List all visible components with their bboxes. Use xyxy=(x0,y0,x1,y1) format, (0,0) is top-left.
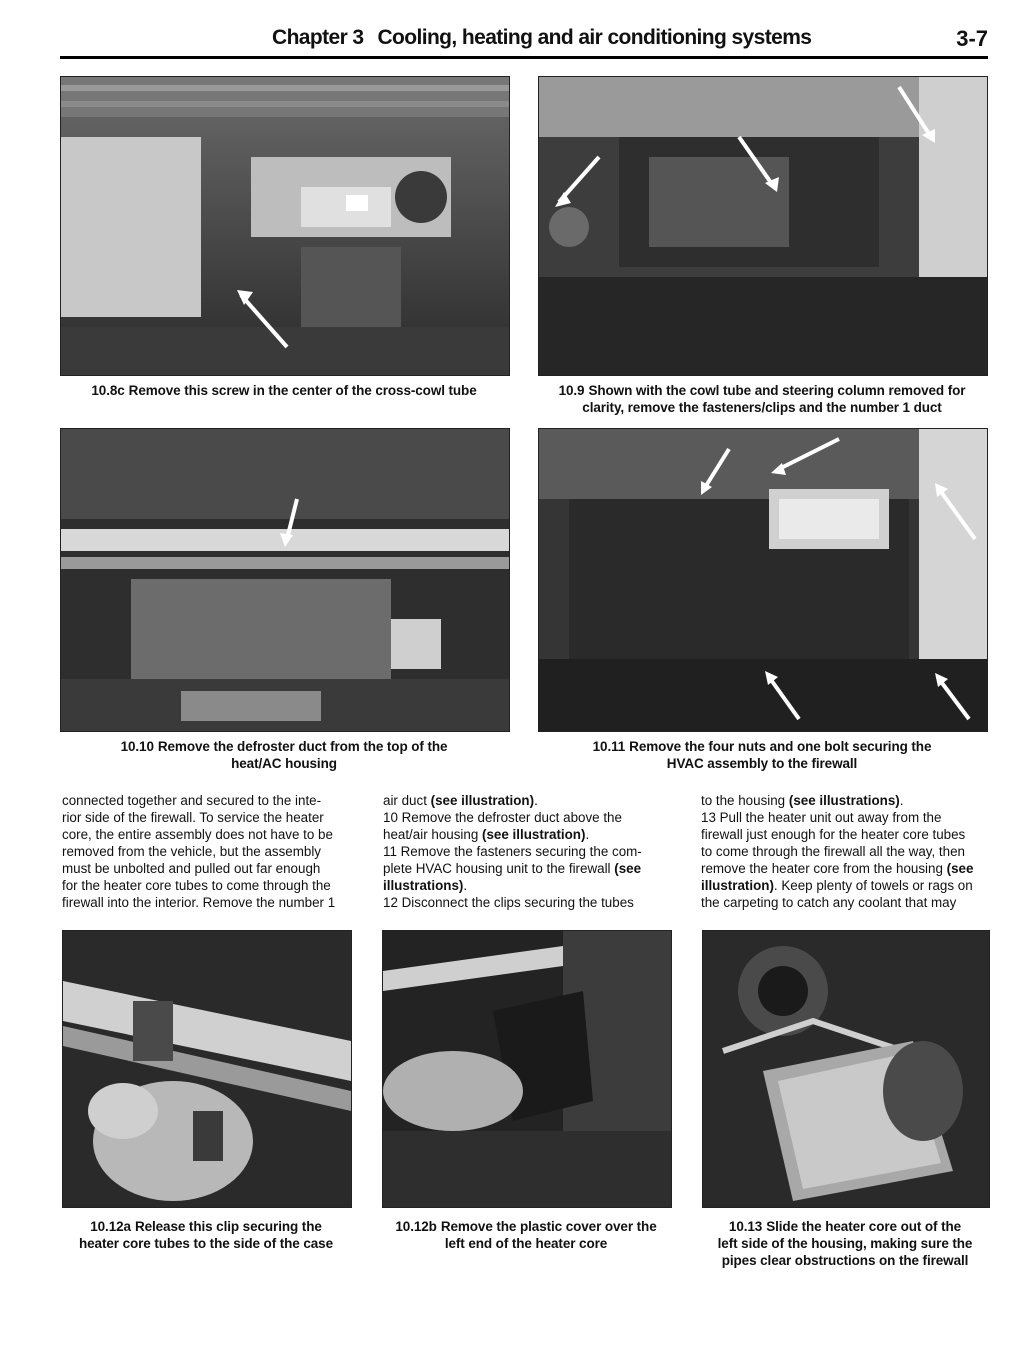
see-illustration-ref: illustration) xyxy=(701,878,774,893)
caption-text: left side of the housing, making sure the xyxy=(717,1236,973,1251)
caption-text: Remove the plastic cover over the xyxy=(440,1219,657,1234)
body-line: must be unbolted and pulled out far enough xyxy=(62,861,321,876)
photo-10-12b xyxy=(382,930,672,1208)
photo-10-10 xyxy=(60,428,510,732)
body-line: 11 Remove the fasteners securing the com- xyxy=(383,844,642,859)
caption-10-12b xyxy=(376,1218,676,1252)
body-line: connected together and secured to the inte- xyxy=(62,793,322,808)
figure-number: 10.12a xyxy=(90,1219,131,1234)
body-column-2 xyxy=(383,792,675,911)
photo-10-12a xyxy=(62,930,352,1208)
body-line: plete HVAC housing unit to the firewall (see xyxy=(383,861,642,876)
photo-10-13 xyxy=(702,930,990,1208)
body-column-3 xyxy=(701,792,993,911)
figure-number: 10.11 xyxy=(592,739,626,754)
see-illustration-ref: (see illustrations) xyxy=(788,793,900,808)
caption-text: left end of the heater core xyxy=(444,1236,608,1251)
caption-text: pipes clear obstructions on the firewall xyxy=(721,1253,969,1268)
caption-10-10 xyxy=(60,738,508,772)
photo-10-11 xyxy=(538,428,988,732)
body-line: illustrations). xyxy=(383,878,468,893)
figure-number: 10.13 xyxy=(728,1219,763,1234)
body-line: the carpeting to catch any coolant that may xyxy=(701,895,957,910)
caption-text: Shown with the cowl tube and steering column removed for xyxy=(588,383,966,398)
body-line: heat/air housing (see illustration). xyxy=(383,827,590,842)
figure-number: 10.8c xyxy=(91,383,125,398)
caption-10-9 xyxy=(538,382,986,416)
caption-text: heater core tubes to the side of the case xyxy=(79,1236,333,1251)
body-line: remove the heater core from the housing (see xyxy=(701,861,974,876)
body-line: to the housing (see illustrations). xyxy=(701,793,904,808)
caption-text: Slide the heater core out of the xyxy=(766,1219,962,1234)
caption-10-12a xyxy=(56,1218,356,1252)
body-column-1 xyxy=(62,792,352,911)
body-line: firewall just enough for the heater core tubes xyxy=(701,827,966,842)
body-line: 10 Remove the defroster duct above the xyxy=(383,810,622,825)
caption-text: Release this clip securing the xyxy=(134,1219,322,1234)
body-line: removed from the vehicle, but the assembly xyxy=(62,844,322,859)
body-line: 12 Disconnect the clips securing the tubes xyxy=(383,895,634,910)
caption-text: heat/AC housing xyxy=(231,756,337,771)
page-number: 3-7 xyxy=(956,26,988,51)
caption-10-11 xyxy=(538,738,986,772)
caption-text: clarity, remove the fasteners/clips and the number 1 duct xyxy=(582,400,942,415)
chapter-label: Chapter 3 xyxy=(272,26,364,49)
body-line: firewall into the interior. Remove the number 1 xyxy=(62,895,336,910)
see-illustration-ref: illustrations) xyxy=(383,878,464,893)
page-header xyxy=(60,22,988,56)
figure-number: 10.10 xyxy=(120,739,154,754)
figure-number: 10.12b xyxy=(395,1219,437,1234)
body-line: core, the entire assembly does not have to be xyxy=(62,827,333,842)
body-line: for the heater core tubes to come through the xyxy=(62,878,331,893)
body-line: to come through the firewall all the way, then xyxy=(701,844,965,859)
see-illustration-ref: (see xyxy=(946,861,974,876)
body-line: illustration). Keep plenty of towels or rags on xyxy=(701,878,973,893)
caption-text: Remove the defroster duct from the top of the xyxy=(157,739,448,754)
see-illustration-ref: (see xyxy=(614,861,642,876)
see-illustration-ref: (see illustration) xyxy=(482,827,586,842)
caption-10-13 xyxy=(696,1218,994,1269)
photo-10-8c xyxy=(60,76,510,376)
caption-10-8c xyxy=(60,382,508,399)
body-line: 13 Pull the heater unit out away from the xyxy=(701,810,942,825)
see-illustration-ref: (see illustration) xyxy=(430,793,535,808)
figure-number: 10.9 xyxy=(558,383,585,398)
section-title: Cooling, heating and air conditioning systems xyxy=(377,26,812,49)
caption-text: Remove this screw in the center of the cross-cowl tube xyxy=(128,383,477,398)
body-line: air duct (see illustration). xyxy=(383,793,538,808)
body-line: rior side of the firewall. To service the heater xyxy=(62,810,324,825)
photo-10-9 xyxy=(538,76,988,376)
caption-text: Remove the four nuts and one bolt securing the xyxy=(629,739,932,754)
caption-text: HVAC assembly to the firewall xyxy=(666,756,858,771)
header-rule xyxy=(60,56,988,59)
running-title xyxy=(272,26,811,50)
